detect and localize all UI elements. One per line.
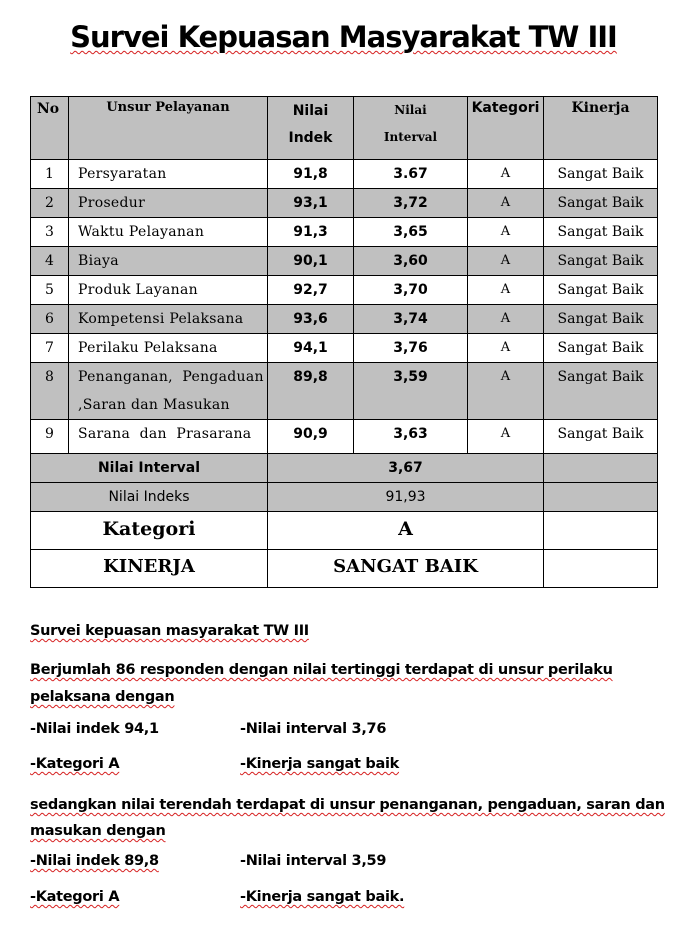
highest-values-line1: [30, 721, 387, 737]
cell-kategori: A: [468, 420, 544, 454]
cell-unsur: Produk Layanan: [69, 276, 268, 305]
summary-kategori-value: A: [268, 512, 544, 550]
cell-no: 6: [31, 305, 69, 334]
cell-kategori: A: [468, 160, 544, 189]
cell-indek: 89,8: [268, 363, 354, 420]
cell-unsur: [69, 363, 268, 420]
cell-interval: 3,63: [354, 420, 468, 454]
cell-indek: 91,3: [268, 218, 354, 247]
cell-no: 5: [31, 276, 69, 305]
cell-interval: 3,76: [354, 334, 468, 363]
cell-kinerja: Sangat Baik: [544, 334, 658, 363]
cell-kategori: A: [468, 189, 544, 218]
paragraph-lowest-text: sedangkan nilai terendah terdapat di unsur penanganan, pengaduan, saran dan masukan dengan: [30, 797, 665, 839]
cell-kategori: A: [468, 305, 544, 334]
survey-table: [30, 96, 658, 588]
cell-kinerja: Sangat Baik: [544, 247, 658, 276]
summary-empty-cell: [544, 483, 658, 512]
header-kinerja: Kinerja: [544, 97, 658, 160]
summary-empty-cell: [544, 512, 658, 550]
summary-nilai-indeks-value: 91,93: [268, 483, 544, 512]
table-row: [31, 247, 658, 276]
header-indek-line2: Indek: [288, 130, 333, 146]
summary-heading: [30, 623, 675, 639]
summary-empty-cell: [544, 454, 658, 483]
table-row: [31, 189, 658, 218]
low-kategori: -Kategori A: [30, 889, 120, 905]
cell-indek: 91,8: [268, 160, 354, 189]
cell-indek: 90,1: [268, 247, 354, 276]
header-no: No: [31, 97, 69, 160]
summary-empty-cell: [544, 550, 658, 588]
table-row: [31, 305, 658, 334]
header-kategori: Kategori: [468, 97, 544, 160]
cell-indek: 93,6: [268, 305, 354, 334]
page-title: [0, 20, 687, 54]
header-indek-line1: Nilai: [292, 103, 329, 119]
low-indek: -Nilai indek 89,8: [30, 853, 159, 869]
summary-kinerja-label: KINERJA: [31, 550, 268, 588]
summary-row-nilai-indeks: [31, 483, 658, 512]
cell-unsur: Persyaratan: [69, 160, 268, 189]
paragraph-highest: [30, 657, 675, 711]
summary-heading-text: Survei kepuasan masyarakat TW III: [30, 623, 309, 639]
cell-unsur: Prosedur: [69, 189, 268, 218]
cell-interval: 3,70: [354, 276, 468, 305]
summary-nilai-interval-value: 3,67: [268, 454, 544, 483]
cell-no: 1: [31, 160, 69, 189]
cell-indek: 93,1: [268, 189, 354, 218]
cell-interval: 3,59: [354, 363, 468, 420]
cell-unsur: Kompetensi Pelaksana: [69, 305, 268, 334]
cell-indek: 92,7: [268, 276, 354, 305]
high-indek: -Nilai indek 94,1: [30, 721, 159, 737]
high-kategori: -Kategori A: [30, 756, 120, 772]
cell-kategori: A: [468, 363, 544, 420]
cell-interval: 3,74: [354, 305, 468, 334]
high-kinerja: -Kinerja sangat baik: [240, 756, 399, 772]
cell-no: 4: [31, 247, 69, 276]
lowest-values-line1: [30, 853, 387, 869]
header-interval-line1: Nilai: [394, 103, 427, 117]
cell-interval: 3,60: [354, 247, 468, 276]
summary-row-kategori: [31, 512, 658, 550]
cell-kinerja: Sangat Baik: [544, 276, 658, 305]
cell-indek: 90,9: [268, 420, 354, 454]
table-header-row: [31, 97, 658, 160]
header-nilai-indek: [268, 97, 354, 160]
low-kinerja: -Kinerja sangat baik.: [240, 889, 405, 905]
summary-row-nilai-interval: [31, 454, 658, 483]
table-row: [31, 334, 658, 363]
paragraph-highest-text: Berjumlah 86 responden dengan nilai tertinggi terdapat di unsur perilaku pelaksana dengan: [30, 662, 613, 705]
cell-interval: 3,65: [354, 218, 468, 247]
cell-unsur: Waktu Pelayanan: [69, 218, 268, 247]
summary-nilai-interval-label: Nilai Interval: [31, 454, 268, 483]
cell-no: 8: [31, 363, 69, 420]
cell-no: 9: [31, 420, 69, 454]
table-row: [31, 160, 658, 189]
cell-kategori: A: [468, 247, 544, 276]
summary-row-kinerja: [31, 550, 658, 588]
cell-kinerja: Sangat Baik: [544, 363, 658, 420]
summary-kinerja-value: SANGAT BAIK: [268, 550, 544, 588]
cell-unsur-line2: ,Saran dan Masukan: [78, 397, 230, 413]
table-row: [31, 276, 658, 305]
cell-kinerja: Sangat Baik: [544, 160, 658, 189]
summary-kategori-label: Kategori: [31, 512, 268, 550]
cell-interval: 3.67: [354, 160, 468, 189]
cell-kategori: A: [468, 276, 544, 305]
cell-unsur: Sarana dan Prasarana: [69, 420, 268, 454]
low-interval: -Nilai interval 3,59: [240, 853, 387, 869]
lowest-values-line2: [30, 889, 405, 905]
cell-unsur: Biaya: [69, 247, 268, 276]
paragraph-lowest: [30, 792, 675, 844]
cell-kategori: A: [468, 218, 544, 247]
cell-unsur-line1: Penanganan, Pengaduan: [78, 369, 264, 385]
cell-kinerja: Sangat Baik: [544, 305, 658, 334]
cell-kategori: A: [468, 334, 544, 363]
header-unsur: Unsur Pelayanan: [69, 97, 268, 160]
cell-kinerja: Sangat Baik: [544, 420, 658, 454]
table-row: [31, 420, 658, 454]
table-row: [31, 363, 658, 420]
high-interval: -Nilai interval 3,76: [240, 721, 387, 737]
cell-interval: 3,72: [354, 189, 468, 218]
cell-indek: 94,1: [268, 334, 354, 363]
cell-no: 2: [31, 189, 69, 218]
cell-kinerja: Sangat Baik: [544, 189, 658, 218]
cell-no: 3: [31, 218, 69, 247]
header-nilai-interval: [354, 97, 468, 160]
cell-unsur: Perilaku Pelaksana: [69, 334, 268, 363]
highest-values-line2: [30, 756, 399, 772]
title-text: Survei Kepuasan Masyarakat TW III: [70, 20, 617, 54]
cell-kinerja: Sangat Baik: [544, 218, 658, 247]
cell-no: 7: [31, 334, 69, 363]
table-row: [31, 218, 658, 247]
summary-nilai-indeks-label: Nilai Indeks: [31, 483, 268, 512]
header-interval-line2: Interval: [383, 130, 438, 144]
